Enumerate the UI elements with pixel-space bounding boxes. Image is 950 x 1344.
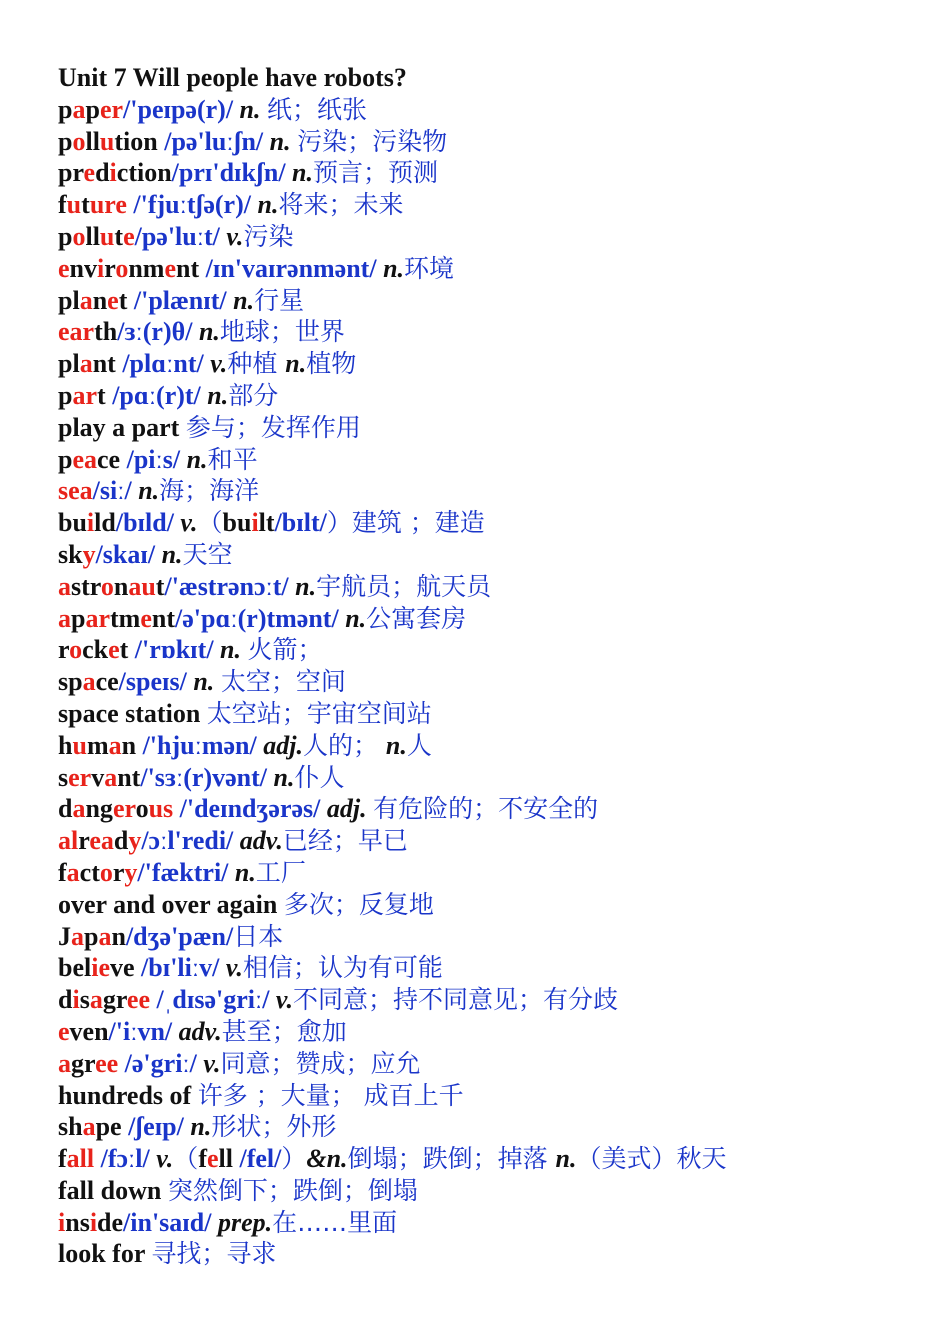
highlighted-letters: a: [79, 285, 93, 315]
chinese-definition: 倒塌；跌倒；掉落: [347, 1144, 556, 1174]
word-text: ck: [82, 635, 109, 665]
chinese-definition: 人的；: [302, 730, 386, 760]
part-of-speech: n.: [257, 190, 279, 220]
chinese-definition: （美式）秋天: [576, 1144, 727, 1174]
word-text: lt: [258, 508, 275, 538]
part-of-speech: v.: [203, 1048, 221, 1078]
vocabulary-entry: [58, 984, 928, 1016]
word-text: nv: [69, 253, 98, 283]
highlighted-letters: e: [164, 253, 176, 283]
phonetic-transcription: /ʃeɪp/: [128, 1112, 191, 1142]
vocabulary-entry: [58, 698, 928, 730]
highlighted-letters: e: [206, 1144, 219, 1174]
vocabulary-entry: [58, 1175, 928, 1207]
highlighted-letters: a: [58, 1048, 71, 1078]
word-text: nm: [128, 253, 165, 283]
highlighted-letters: o: [72, 221, 86, 251]
highlighted-letters: e: [83, 158, 96, 188]
vocabulary-entry: [58, 157, 928, 189]
part-of-speech: v.: [180, 508, 198, 538]
highlighted-letters: o: [99, 857, 113, 887]
highlighted-letters: i: [251, 508, 259, 538]
chinese-definition: 植物: [306, 349, 357, 379]
phonetic-transcription: /ə'griː/: [124, 1048, 204, 1078]
chinese-definition: 寻找；寻求: [151, 1239, 277, 1269]
part-of-speech: n.: [138, 476, 160, 506]
word-text: v: [91, 762, 105, 792]
highlighted-letters: ar: [85, 603, 111, 633]
phonetic-transcription: /'fæktri/: [137, 857, 235, 887]
phonetic-transcription: /'plænɪt/: [133, 285, 234, 315]
chinese-definition: 海；海洋: [159, 476, 260, 506]
vocabulary-entry: [58, 825, 928, 857]
part-of-speech: n.: [234, 857, 256, 887]
highlighted-letters: ea: [89, 826, 114, 856]
part-of-speech: n.: [555, 1144, 577, 1174]
phonetic-transcription: /'hjuːmən/: [142, 730, 264, 760]
part-of-speech: adv.: [239, 826, 283, 856]
word-text: bu: [222, 508, 252, 538]
vocabulary-entry: [58, 189, 928, 221]
chinese-definition: 天空: [182, 539, 233, 569]
highlighted-letters: e: [58, 253, 70, 283]
word-text: m: [86, 730, 109, 760]
word-text: r: [78, 826, 90, 856]
word-text: d: [58, 794, 73, 824]
word-text: h: [58, 730, 73, 760]
highlighted-letters: a: [66, 857, 80, 887]
highlighted-letters: i: [97, 253, 105, 283]
highlighted-letters: i: [89, 1207, 98, 1237]
word-text: n: [111, 921, 126, 951]
chinese-definition: 突然倒下；跌倒；倒塌: [167, 1175, 418, 1205]
chinese-definition: 和平: [207, 444, 258, 474]
word-text: space station: [58, 698, 207, 728]
phonetic-transcription: /fel/: [239, 1144, 282, 1174]
word-text: ven: [69, 1016, 109, 1046]
chinese-definition: 宇航员；航天员: [316, 571, 492, 601]
chinese-definition: 环境: [404, 253, 455, 283]
vocabulary-entry: [58, 1143, 928, 1175]
phonetic-transcription: /'fjuːtʃə(r)/: [133, 190, 258, 220]
word-text: p: [58, 444, 73, 474]
chinese-definition: 不同意；持不同意见；有分歧: [293, 985, 619, 1015]
highlighted-letters: a: [71, 921, 84, 951]
part-of-speech: n.: [383, 253, 405, 283]
highlighted-letters: a: [58, 571, 71, 601]
word-text: p: [58, 94, 73, 124]
highlighted-letters: e: [108, 635, 120, 665]
part-of-speech: v.: [275, 985, 293, 1015]
phonetic-transcription: /dʒə'pæn/: [125, 921, 234, 951]
phonetic-transcription: /'æstrənɔːt/: [164, 571, 296, 601]
vocabulary-entry: [58, 952, 928, 984]
phonetic-transcription: /ˌdɪsə'griː/: [156, 985, 276, 1015]
word-text: ll: [85, 126, 100, 156]
word-text: s: [79, 985, 90, 1015]
word-text: nt: [151, 603, 176, 633]
vocabulary-entry: [58, 126, 928, 158]
chinese-definition: 地球；世界: [219, 317, 345, 347]
word-text: pl: [58, 349, 80, 379]
chinese-definition: 已经；早已: [282, 826, 408, 856]
highlighted-letters: er: [68, 762, 92, 792]
chinese-definition: 人: [406, 730, 432, 760]
highlighted-letters: o: [69, 635, 83, 665]
word-text: over and over again: [58, 889, 284, 919]
word-text: r: [58, 635, 70, 665]
word-text: de: [97, 1207, 124, 1237]
word-text: p: [58, 126, 73, 156]
part-of-speech: v.: [225, 953, 243, 983]
part-of-speech: n.: [186, 444, 208, 474]
word-text: f: [58, 190, 67, 220]
word-text: ct: [79, 857, 100, 887]
highlighted-letters: i: [109, 158, 117, 188]
part-of-speech: n.: [207, 380, 229, 410]
chinese-definition: ）建筑 ；建造: [326, 508, 485, 538]
word-text: d: [58, 985, 73, 1015]
word-text: r: [104, 253, 116, 283]
highlighted-letters: a: [82, 1112, 96, 1142]
phonetic-transcription: /ɔːl'redi/: [141, 826, 240, 856]
highlighted-letters: al: [58, 826, 79, 856]
word-text: f: [58, 857, 67, 887]
phonetic-transcription: /fɔːl/: [100, 1144, 157, 1174]
vocabulary-entry: [58, 762, 928, 794]
part-of-speech: n.: [239, 94, 268, 124]
part-of-speech: n.: [273, 762, 295, 792]
highlighted-letters: ar: [72, 380, 98, 410]
part-of-speech: n.: [193, 667, 221, 697]
chinese-definition: 日本: [233, 921, 284, 951]
chinese-definition: 在……里面: [272, 1207, 398, 1237]
word-text: pl: [58, 285, 80, 315]
phonetic-transcription: /pɑː(r)t/: [112, 380, 208, 410]
phonetic-transcription: /prɪ'dɪkʃn/: [171, 158, 293, 188]
word-text: t: [81, 190, 90, 220]
part-of-speech: n.: [198, 317, 220, 347]
phonetic-transcription: /ɪn'vaɪrənmənt/: [205, 253, 384, 283]
vocabulary-entry: [58, 316, 928, 348]
highlighted-letters: e: [140, 603, 152, 633]
chinese-definition: 太空站；宇宙空间站: [206, 698, 432, 728]
highlighted-letters: e: [107, 285, 119, 315]
vocabulary-entry: [58, 921, 928, 953]
word-text: p: [71, 603, 86, 633]
highlighted-letters: ee: [126, 985, 157, 1015]
part-of-speech: n.: [220, 635, 248, 665]
highlighted-letters: i: [86, 508, 95, 538]
word-text: sk: [58, 539, 83, 569]
chinese-definition: 行星: [254, 285, 305, 315]
vocabulary-entry: [58, 857, 928, 889]
word-text: pe: [95, 1112, 129, 1142]
phonetic-transcription: /plɑːnt/: [122, 349, 211, 379]
word-text: tion: [114, 126, 165, 156]
highlighted-letters: o: [100, 571, 114, 601]
highlighted-letters: au: [128, 571, 156, 601]
vocabulary-entry: [58, 603, 928, 635]
chinese-definition: （: [173, 1144, 199, 1174]
highlighted-letters: o: [72, 126, 86, 156]
highlighted-letters: ie: [91, 953, 110, 983]
vocabulary-entry: [58, 539, 928, 571]
word-text: d: [95, 158, 110, 188]
word-text: gr: [102, 985, 127, 1015]
vocabulary-entry: [58, 889, 928, 921]
word-text: bel: [58, 953, 92, 983]
phonetic-transcription: /'deɪndʒərəs/: [179, 794, 327, 824]
vocabulary-entry: [58, 793, 928, 825]
phonetic-transcription: /bɪld/: [115, 508, 181, 538]
part-of-speech: n.: [269, 126, 298, 156]
word-text: t: [155, 571, 165, 601]
vocabulary-entry: [58, 1080, 928, 1112]
word-text: str: [71, 571, 101, 601]
vocabulary-entry: [58, 475, 928, 507]
vocabulary-entry: [58, 1016, 928, 1048]
part-of-speech: n.: [345, 603, 367, 633]
part-of-speech: &n.: [306, 1144, 348, 1174]
phonetic-transcription: /pə'luːt/: [134, 221, 227, 251]
word-text: r: [112, 857, 125, 887]
chinese-definition: 公寓套房: [366, 603, 467, 633]
phonetic-transcription: /'rɒkɪt/: [134, 635, 221, 665]
phonetic-transcription: /bɪ'liːv/: [141, 953, 226, 983]
word-text: hundreds of: [58, 1080, 198, 1110]
word-text: J: [58, 921, 71, 951]
vocabulary-entry: [58, 380, 928, 412]
highlighted-letters: y: [128, 826, 142, 856]
word-text: f: [58, 1144, 67, 1174]
word-text: n: [92, 285, 108, 315]
part-of-speech: n.: [233, 285, 255, 315]
highlighted-letters: y: [82, 539, 96, 569]
chinese-definition: 有危险的；不安全的: [373, 794, 599, 824]
word-text: fall down: [58, 1175, 168, 1205]
word-text: nt: [117, 762, 141, 792]
vocabulary-entry: [58, 348, 928, 380]
word-text: n: [121, 730, 143, 760]
word-text: ce: [97, 444, 127, 474]
part-of-speech: n.: [385, 730, 407, 760]
vocabulary-page: [58, 62, 928, 1270]
vocabulary-entry: [58, 571, 928, 603]
highlighted-letters: o: [115, 253, 129, 283]
phonetic-transcription: /'sɜː(r)vənt/: [140, 762, 274, 792]
phonetic-transcription: /pə'luːʃn/: [164, 126, 270, 156]
highlighted-letters: i: [58, 1207, 66, 1237]
part-of-speech: adj.: [263, 730, 303, 760]
word-text: look for: [58, 1239, 152, 1269]
highlighted-letters: u: [99, 126, 115, 156]
vocabulary-entry: [58, 1207, 928, 1239]
vocabulary-entry: [58, 507, 928, 539]
chinese-definition: 同意；赞成；应允: [220, 1048, 421, 1078]
vocabulary-entry: [58, 412, 928, 444]
vocabulary-list: [58, 94, 928, 1270]
chinese-definition: 参与；发挥作用: [185, 412, 361, 442]
highlighted-letters: a: [82, 667, 96, 697]
highlighted-letters: a: [58, 603, 71, 633]
highlighted-letters: u: [72, 730, 87, 760]
word-text: bu: [58, 508, 87, 538]
word-text: th: [94, 317, 118, 347]
highlighted-letters: u: [99, 221, 115, 251]
highlighted-letters: er: [112, 794, 136, 824]
highlighted-letters: us: [148, 794, 180, 824]
highlighted-letters: er: [99, 94, 124, 124]
phonetic-transcription: /in'saɪd/: [123, 1207, 218, 1237]
chinese-definition: 形状；外形: [211, 1112, 337, 1142]
word-text: s: [58, 762, 69, 792]
chinese-definition: 污染: [243, 221, 294, 251]
highlighted-letters: y: [124, 857, 138, 887]
word-text: sh: [58, 1112, 83, 1142]
word-text: d: [113, 826, 129, 856]
vocabulary-entry: [58, 1111, 928, 1143]
highlighted-letters: a: [72, 794, 86, 824]
word-text: ll: [85, 221, 100, 251]
phonetic-transcription: /piːs/: [126, 444, 187, 474]
vocabulary-entry: [58, 1238, 928, 1270]
word-text: t: [97, 380, 113, 410]
vocabulary-entry: [58, 666, 928, 698]
highlighted-letters: a: [89, 985, 103, 1015]
vocabulary-entry: [58, 1048, 928, 1080]
vocabulary-entry: [58, 634, 928, 666]
word-text: ce: [95, 667, 119, 697]
part-of-speech: v.: [210, 349, 228, 379]
part-of-speech: adj.: [326, 794, 374, 824]
word-text: ng: [85, 794, 113, 824]
phonetic-transcription: /speɪs/: [118, 667, 194, 697]
highlighted-letters: e: [58, 1016, 70, 1046]
chinese-definition: 种植: [227, 349, 286, 379]
phonetic-transcription: /ə'pɑː(r)tmənt/: [175, 603, 346, 633]
chinese-definition: 纸；纸张: [267, 94, 368, 124]
chinese-definition: 部分: [228, 380, 279, 410]
chinese-definition: ）: [281, 1144, 307, 1174]
word-text: ve: [110, 953, 142, 983]
highlighted-letters: ear: [58, 317, 95, 347]
chinese-definition: 污染；污染物: [297, 126, 448, 156]
part-of-speech: n.: [285, 349, 307, 379]
word-text: tm: [110, 603, 141, 633]
phonetic-transcription: /siː/: [92, 476, 139, 506]
phonetic-transcription: /ɜː(r)θ/: [117, 317, 199, 347]
word-text: o: [135, 794, 149, 824]
word-text: play a part: [58, 412, 186, 442]
phonetic-transcription: /skaɪ/: [95, 539, 162, 569]
highlighted-letters: ea: [72, 444, 98, 474]
vocabulary-entry: [58, 444, 928, 476]
highlighted-letters: u: [66, 190, 82, 220]
part-of-speech: n.: [292, 158, 314, 188]
phonetic-transcription: /'iːvn/: [108, 1016, 179, 1046]
highlighted-letters: ure: [89, 190, 134, 220]
word-text: p: [58, 221, 73, 251]
word-text: ld: [94, 508, 116, 538]
word-text: sp: [58, 667, 83, 697]
highlighted-letters: a: [98, 921, 112, 951]
chinese-definition: 许多 ；大量； 成百上千: [197, 1080, 464, 1110]
vocabulary-entry: [58, 253, 928, 285]
part-of-speech: n.: [295, 571, 317, 601]
part-of-speech: prep.: [217, 1207, 273, 1237]
word-text: t: [114, 221, 124, 251]
unit-title: Unit 7 Will people have robots?: [58, 63, 407, 92]
part-of-speech: v.: [226, 221, 244, 251]
word-text: ll: [218, 1144, 240, 1174]
part-of-speech: n.: [161, 539, 183, 569]
word-text: t: [118, 285, 134, 315]
highlighted-letters: a: [108, 730, 122, 760]
word-text: p: [84, 921, 99, 951]
highlighted-letters: a: [72, 94, 86, 124]
word-text: nt: [92, 349, 123, 379]
chinese-definition: 将来；未来: [278, 190, 404, 220]
chinese-definition: 太空；空间: [220, 667, 346, 697]
vocabulary-entry: [58, 221, 928, 253]
word-text: f: [198, 1144, 207, 1174]
highlighted-letters: i: [72, 985, 80, 1015]
chinese-definition: （: [197, 508, 223, 538]
phonetic-transcription: /'peɪpə(r)/: [123, 94, 240, 124]
highlighted-letters: a: [104, 762, 118, 792]
word-text: t: [119, 635, 135, 665]
word-text: n: [113, 571, 129, 601]
word-text: ction: [116, 158, 172, 188]
word-text: p: [58, 380, 73, 410]
chinese-definition: 预言；预测: [313, 158, 439, 188]
chinese-definition: 甚至；愈加: [221, 1016, 347, 1046]
chinese-definition: 工厂: [255, 857, 306, 887]
word-text: nt: [176, 253, 206, 283]
highlighted-letters: a: [79, 349, 93, 379]
highlighted-letters: ee: [95, 1048, 125, 1078]
part-of-speech: n.: [190, 1112, 212, 1142]
chinese-definition: 多次；反复地: [283, 889, 434, 919]
vocabulary-entry: [58, 285, 928, 317]
vocabulary-entry: [58, 730, 928, 762]
chinese-definition: 火箭；: [247, 635, 323, 665]
word-text: pr: [58, 158, 84, 188]
part-of-speech: adv.: [178, 1016, 222, 1046]
part-of-speech: v.: [156, 1144, 174, 1174]
highlighted-letters: e: [123, 221, 135, 251]
chinese-definition: 仆人: [294, 762, 345, 792]
word-text: ns: [65, 1207, 90, 1237]
highlighted-letters: sea: [58, 476, 93, 506]
word-text: p: [85, 94, 100, 124]
vocabulary-entry: [58, 94, 928, 126]
chinese-definition: 相信；认为有可能: [242, 953, 443, 983]
word-text: gr: [71, 1048, 96, 1078]
phonetic-transcription: /bɪlt/: [274, 508, 327, 538]
highlighted-letters: all: [66, 1144, 101, 1174]
